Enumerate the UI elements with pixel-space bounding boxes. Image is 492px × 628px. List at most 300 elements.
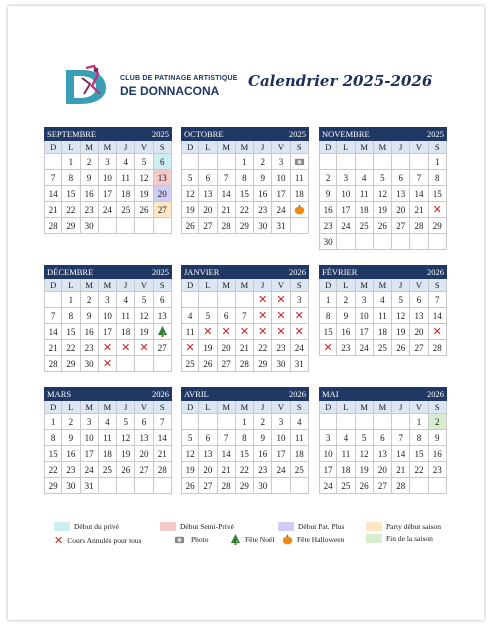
week-row: [44, 292, 172, 308]
cancel-x-icon: ✕: [276, 309, 286, 322]
week-row: [44, 340, 172, 356]
day-cell: 11: [374, 308, 392, 324]
week-row: [181, 340, 309, 356]
week-row: [319, 414, 447, 430]
day-cell: 17: [319, 462, 337, 478]
day-cell: 28: [392, 478, 410, 494]
day-cell: 20: [410, 324, 428, 340]
day-cell: 3: [291, 292, 309, 308]
week-row: [181, 446, 309, 462]
day-cell: 28: [410, 218, 428, 234]
month-décembre: [44, 265, 172, 372]
month-year: 2026: [427, 389, 444, 399]
weekday-label: J: [254, 279, 272, 292]
day-cell-cancelled: [291, 308, 309, 324]
empty-cell: [356, 234, 374, 250]
day-cell: 11: [291, 170, 309, 186]
weekday-header-row: [319, 141, 447, 154]
empty-cell: [291, 218, 309, 234]
month-name: MARS: [47, 389, 72, 399]
empty-cell: [44, 154, 62, 170]
weekday-label: S: [429, 279, 447, 292]
legend-photo: [174, 534, 209, 545]
day-cell: 4: [181, 308, 199, 324]
empty-cell: [199, 154, 217, 170]
day-cell: 30: [81, 218, 99, 234]
month-name: OCTOBRE: [184, 129, 224, 139]
weekday-label: V: [272, 141, 290, 154]
day-cell: 8: [236, 430, 254, 446]
day-cell: 26: [392, 340, 410, 356]
empty-cell: [236, 292, 254, 308]
month-year: 2026: [289, 267, 306, 277]
day-cell: 25: [99, 462, 117, 478]
empty-cell: [374, 234, 392, 250]
month-name: DÉCEMBRE: [47, 267, 94, 277]
weekday-label: V: [410, 279, 428, 292]
weekday-label: S: [429, 401, 447, 414]
day-cell: 9: [81, 308, 99, 324]
weekday-label: D: [319, 141, 337, 154]
empty-cell: [392, 154, 410, 170]
weekday-label: L: [199, 401, 217, 414]
week-row: [44, 430, 172, 446]
day-cell: 18: [291, 186, 309, 202]
day-cell: 2: [62, 414, 80, 430]
day-cell: 5: [135, 292, 153, 308]
weekday-label: L: [62, 141, 80, 154]
weekday-header-row: [181, 141, 309, 154]
day-cell: 19: [135, 324, 153, 340]
month-novembre: [319, 127, 447, 250]
skater-logo-icon: [60, 64, 116, 108]
day-cell: 6: [199, 170, 217, 186]
month-year: 2025: [289, 129, 306, 139]
legend-swatch-party: [366, 522, 382, 531]
legend-label-cancel: Cours Annulés pour tous: [67, 536, 142, 545]
month-year: 2026: [152, 389, 169, 399]
day-cell: 5: [374, 170, 392, 186]
month-header: [181, 265, 309, 279]
weekday-label: D: [181, 141, 199, 154]
day-cell: 25: [356, 218, 374, 234]
cancel-x-icon: ✕: [139, 341, 149, 354]
weekday-label: V: [410, 141, 428, 154]
day-cell: 19: [356, 462, 374, 478]
day-cell: 5: [392, 292, 410, 308]
empty-cell: [117, 478, 135, 494]
empty-cell: [218, 292, 236, 308]
day-cell: 16: [81, 324, 99, 340]
weekday-label: L: [62, 401, 80, 414]
day-cell: 29: [62, 218, 80, 234]
weekday-label: D: [44, 401, 62, 414]
empty-cell: [154, 478, 172, 494]
day-cell: 29: [62, 356, 80, 372]
weekday-header-row: [319, 401, 447, 414]
day-cell: 13: [154, 170, 172, 186]
day-cell: 1: [319, 292, 337, 308]
weekday-label: V: [272, 279, 290, 292]
day-cell-cancelled: [99, 356, 117, 372]
day-cell: 1: [62, 292, 80, 308]
week-row: [319, 324, 447, 340]
day-cell: 5: [181, 430, 199, 446]
day-cell: 18: [117, 186, 135, 202]
day-cell: 25: [374, 340, 392, 356]
month-header: [181, 127, 309, 141]
day-cell: 24: [319, 478, 337, 494]
weekday-label: D: [44, 279, 62, 292]
day-cell: 28: [429, 340, 447, 356]
day-cell: 28: [44, 218, 62, 234]
day-cell: 23: [272, 340, 290, 356]
day-cell: 4: [337, 430, 355, 446]
weekday-label: M: [236, 279, 254, 292]
day-cell: 16: [429, 446, 447, 462]
day-cell-cancelled: [272, 324, 290, 340]
weekday-label: L: [199, 141, 217, 154]
day-cell: 27: [374, 478, 392, 494]
day-cell: 21: [218, 462, 236, 478]
empty-cell: [337, 414, 355, 430]
empty-cell: [199, 414, 217, 430]
day-cell: 26: [374, 218, 392, 234]
month-year: 2026: [289, 389, 306, 399]
day-cell: 20: [154, 186, 172, 202]
legend-swatch-pat: [278, 522, 294, 531]
day-cell: 20: [199, 202, 217, 218]
day-cell: 23: [254, 202, 272, 218]
month-year: 2025: [152, 267, 169, 277]
week-row: [44, 414, 172, 430]
day-cell: 11: [117, 308, 135, 324]
day-cell: 25: [181, 356, 199, 372]
day-cell-cancelled: [272, 292, 290, 308]
day-cell: 28: [44, 356, 62, 372]
day-cell: 27: [410, 340, 428, 356]
cancel-x-icon: ✕: [102, 341, 113, 354]
day-cell: 26: [135, 202, 153, 218]
day-cell: 27: [392, 218, 410, 234]
week-row: [44, 462, 172, 478]
day-cell: 18: [117, 324, 135, 340]
day-cell: 26: [199, 356, 217, 372]
legend-fin: [366, 534, 433, 543]
weekday-label: D: [319, 401, 337, 414]
week-row: [181, 202, 309, 218]
day-cell: 16: [254, 446, 272, 462]
day-cell: 7: [44, 308, 62, 324]
day-cell: 24: [337, 218, 355, 234]
day-cell: 27: [154, 340, 172, 356]
day-cell: 14: [44, 186, 62, 202]
day-cell: 11: [181, 324, 199, 340]
legend-cancel: [54, 534, 142, 547]
legend-prive: [54, 522, 119, 531]
cancel-x-icon: ✕: [239, 325, 250, 338]
weekday-label: M: [99, 401, 117, 414]
day-cell: 9: [429, 430, 447, 446]
day-cell: 12: [392, 308, 410, 324]
weekday-label: J: [117, 401, 135, 414]
day-cell: 14: [429, 308, 447, 324]
cancel-x-icon: ✕: [258, 325, 268, 338]
empty-cell: [356, 414, 374, 430]
month-mai: [319, 387, 447, 494]
day-cell: 18: [99, 446, 117, 462]
day-cell: 24: [291, 340, 309, 356]
weekday-label: J: [392, 141, 410, 154]
empty-cell: [410, 234, 428, 250]
legend-swatch-prive: [54, 522, 70, 531]
weekday-header-row: [181, 401, 309, 414]
day-cell-cancelled: [199, 324, 217, 340]
day-cell: 24: [272, 462, 290, 478]
month-name: JANVIER: [184, 267, 220, 277]
day-cell: 9: [62, 430, 80, 446]
day-cell-cancelled: [319, 340, 337, 356]
day-cell: 22: [236, 462, 254, 478]
day-cell: 27: [199, 478, 217, 494]
empty-cell: [291, 478, 309, 494]
day-cell: 26: [356, 478, 374, 494]
day-cell: 20: [218, 340, 236, 356]
weekday-label: L: [337, 279, 355, 292]
day-cell-event: [291, 202, 309, 218]
day-cell: 8: [410, 430, 428, 446]
day-cell: 9: [254, 430, 272, 446]
day-cell: 31: [81, 478, 99, 494]
month-name: NOVEMBRE: [322, 129, 370, 139]
day-cell: 22: [254, 340, 272, 356]
empty-cell: [374, 414, 392, 430]
weekday-header-row: [319, 279, 447, 292]
day-cell: 15: [236, 446, 254, 462]
day-cell: 19: [374, 202, 392, 218]
day-cell-event: [291, 154, 309, 170]
day-cell: 17: [272, 446, 290, 462]
day-cell: 12: [135, 170, 153, 186]
empty-cell: [429, 478, 447, 494]
month-header: [181, 387, 309, 401]
weekday-header-row: [44, 141, 172, 154]
week-row: [181, 218, 309, 234]
empty-cell: [410, 154, 428, 170]
weekday-label: J: [392, 401, 410, 414]
week-row: [181, 170, 309, 186]
day-cell: 30: [254, 478, 272, 494]
day-cell: 17: [99, 324, 117, 340]
day-cell-event: [154, 324, 172, 340]
week-row: [319, 234, 447, 250]
month-year: 2025: [152, 129, 169, 139]
legend-label-photo: Photo: [191, 535, 209, 544]
week-row: [181, 414, 309, 430]
week-row: [181, 292, 309, 308]
day-cell: 19: [135, 186, 153, 202]
week-row: [319, 202, 447, 218]
day-cell: 30: [81, 356, 99, 372]
day-cell-cancelled: [254, 308, 272, 324]
day-cell: 31: [291, 356, 309, 372]
day-cell: 3: [272, 154, 290, 170]
day-cell-cancelled: [272, 308, 290, 324]
day-cell: 7: [410, 170, 428, 186]
day-cell-cancelled: [291, 324, 309, 340]
cancel-x-icon: ✕: [121, 341, 131, 354]
day-cell: 19: [117, 446, 135, 462]
day-cell: 8: [236, 170, 254, 186]
day-cell: 3: [356, 292, 374, 308]
day-cell: 18: [356, 202, 374, 218]
weekday-label: S: [429, 141, 447, 154]
weekday-label: S: [154, 401, 172, 414]
day-cell: 8: [429, 170, 447, 186]
day-cell: 4: [117, 292, 135, 308]
weekday-label: M: [81, 279, 99, 292]
day-cell-cancelled: [135, 340, 153, 356]
week-row: [181, 478, 309, 494]
day-cell: 18: [291, 446, 309, 462]
day-cell: 10: [272, 170, 290, 186]
day-cell-cancelled: [254, 324, 272, 340]
day-cell-cancelled: [236, 324, 254, 340]
day-cell: 17: [337, 202, 355, 218]
day-cell: 27: [135, 462, 153, 478]
day-cell: 8: [62, 170, 80, 186]
week-row: [319, 308, 447, 324]
pumpkin-icon: [294, 204, 305, 215]
day-cell: 3: [99, 292, 117, 308]
week-row: [44, 446, 172, 462]
legend-label-prive: Début du privé: [74, 522, 119, 531]
month-header: [319, 387, 447, 401]
weekday-label: L: [337, 141, 355, 154]
day-cell: 13: [154, 308, 172, 324]
day-cell: 23: [319, 218, 337, 234]
day-cell: 4: [117, 154, 135, 170]
day-cell: 13: [410, 308, 428, 324]
weekday-label: M: [218, 401, 236, 414]
christmas-tree-icon: [230, 534, 241, 545]
day-cell: 28: [154, 462, 172, 478]
day-cell: 20: [392, 202, 410, 218]
day-cell: 31: [272, 218, 290, 234]
weekday-label: V: [135, 401, 153, 414]
christmas-tree-icon: [157, 326, 168, 337]
day-cell: 22: [62, 202, 80, 218]
day-cell: 25: [291, 462, 309, 478]
day-cell: 11: [337, 446, 355, 462]
day-cell: 9: [254, 170, 272, 186]
day-cell: 11: [356, 186, 374, 202]
empty-cell: [181, 292, 199, 308]
week-row: [181, 324, 309, 340]
month-name: AVRIL: [184, 389, 209, 399]
day-cell: 8: [44, 430, 62, 446]
day-cell: 22: [62, 340, 80, 356]
day-cell: 21: [154, 446, 172, 462]
day-cell-cancelled: [181, 340, 199, 356]
week-row: [181, 154, 309, 170]
month-header: [44, 127, 172, 141]
day-cell-cancelled: [218, 324, 236, 340]
day-cell: 23: [81, 202, 99, 218]
empty-cell: [410, 478, 428, 494]
cancel-x-icon: ✕: [185, 341, 195, 354]
weekday-label: M: [374, 141, 392, 154]
day-cell: 16: [254, 186, 272, 202]
day-cell: 1: [44, 414, 62, 430]
empty-cell: [356, 154, 374, 170]
empty-cell: [117, 356, 135, 372]
day-cell: 2: [81, 292, 99, 308]
empty-cell: [392, 234, 410, 250]
day-cell: 11: [117, 170, 135, 186]
day-cell: 25: [117, 202, 135, 218]
day-cell: 6: [154, 154, 172, 170]
legend-label-halloween: Fête Halloween: [297, 535, 345, 544]
day-cell: 1: [236, 414, 254, 430]
legend-label-noel: Fête Noël: [245, 535, 275, 544]
day-cell: 10: [319, 446, 337, 462]
day-cell: 24: [356, 340, 374, 356]
week-row: [181, 186, 309, 202]
legend-party: [366, 522, 441, 531]
weekday-label: J: [392, 279, 410, 292]
empty-cell: [319, 414, 337, 430]
day-cell: 30: [254, 218, 272, 234]
legend-halloween: [282, 534, 344, 545]
weekday-label: J: [254, 141, 272, 154]
legend-label-semi: Début Semi-Privé: [180, 522, 234, 531]
weekday-label: J: [117, 141, 135, 154]
calendar-title: Calendrier 2025-2026: [248, 72, 433, 90]
empty-cell: [337, 234, 355, 250]
day-cell: 16: [62, 446, 80, 462]
empty-cell: [337, 154, 355, 170]
week-row: [319, 154, 447, 170]
day-cell: 21: [218, 202, 236, 218]
day-cell: 7: [236, 308, 254, 324]
week-row: [181, 356, 309, 372]
day-cell: 10: [99, 308, 117, 324]
day-cell: 21: [44, 340, 62, 356]
day-cell: 27: [218, 356, 236, 372]
day-cell: 6: [154, 292, 172, 308]
weekday-label: M: [356, 279, 374, 292]
day-cell: 27: [154, 202, 172, 218]
legend-swatch-semi: [160, 522, 176, 531]
week-row: [44, 324, 172, 340]
day-cell: 19: [181, 202, 199, 218]
empty-cell: [392, 414, 410, 430]
day-cell: 23: [254, 462, 272, 478]
day-cell: 29: [236, 478, 254, 494]
day-cell: 16: [81, 186, 99, 202]
month-octobre: [181, 127, 309, 234]
day-cell: 2: [81, 154, 99, 170]
weekday-label: M: [81, 401, 99, 414]
empty-cell: [135, 478, 153, 494]
day-cell: 2: [319, 170, 337, 186]
month-name: FÉVRIER: [322, 267, 358, 277]
day-cell: 9: [319, 186, 337, 202]
day-cell: 26: [181, 478, 199, 494]
month-year: 2025: [427, 129, 444, 139]
weekday-label: S: [291, 141, 309, 154]
